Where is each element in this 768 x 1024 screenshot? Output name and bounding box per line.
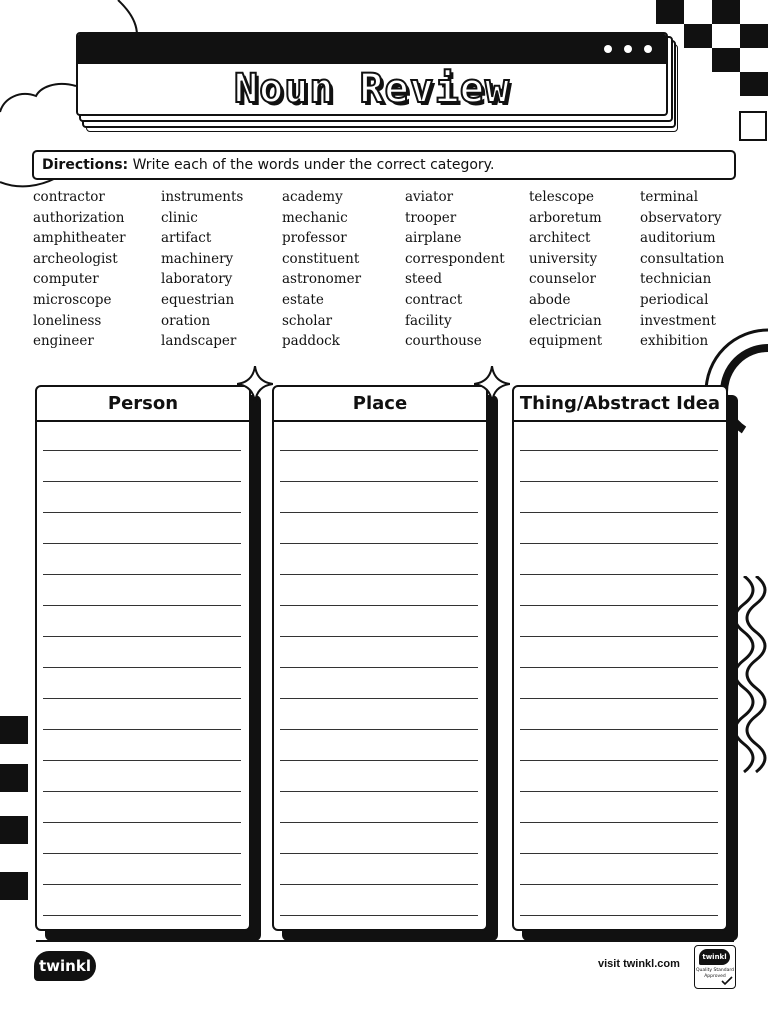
answer-line[interactable] xyxy=(280,450,478,451)
word-bank-word: scholar xyxy=(282,312,333,329)
word-bank-word: professor xyxy=(282,230,347,247)
answer-line[interactable] xyxy=(280,760,478,761)
category-heading: Place xyxy=(274,387,486,422)
word-bank-column xyxy=(33,187,155,352)
category-panel xyxy=(512,385,728,931)
word-bank-word: amphitheater xyxy=(33,230,126,247)
directions-label: Directions: xyxy=(42,157,129,173)
answer-line[interactable] xyxy=(43,884,241,885)
answer-line[interactable] xyxy=(520,884,718,885)
twinkl-logo: twinkl xyxy=(34,951,96,981)
category-column-thing xyxy=(512,385,728,931)
word-bank-word: instruments xyxy=(161,189,244,205)
word-bank-word: equestrian xyxy=(161,291,235,308)
title-window-frame xyxy=(76,32,668,116)
word-bank-word: correspondent xyxy=(405,250,505,267)
answer-line[interactable] xyxy=(280,574,478,575)
three-dots-icon xyxy=(644,45,652,53)
answer-line[interactable] xyxy=(280,481,478,482)
word-bank-word: telescope xyxy=(529,189,594,205)
footer-divider xyxy=(36,940,734,942)
word-bank-column xyxy=(161,187,283,352)
answer-line[interactable] xyxy=(280,636,478,637)
directions-box xyxy=(32,150,736,180)
word-bank-word: computer xyxy=(33,271,99,288)
word-bank-word: landscaper xyxy=(161,333,237,350)
word-bank-word: observatory xyxy=(640,209,722,226)
answer-line[interactable] xyxy=(280,791,478,792)
answer-line[interactable] xyxy=(520,729,718,730)
answer-line[interactable] xyxy=(520,636,718,637)
category-panel xyxy=(272,385,488,931)
word-bank-word: contract xyxy=(405,291,463,308)
answer-line[interactable] xyxy=(43,791,241,792)
word-bank-word: university xyxy=(529,250,598,267)
word-bank-word: laboratory xyxy=(161,271,233,288)
answer-line[interactable] xyxy=(43,636,241,637)
answer-line[interactable] xyxy=(43,512,241,513)
answer-line[interactable] xyxy=(520,822,718,823)
answer-line[interactable] xyxy=(520,574,718,575)
word-bank-word: steed xyxy=(405,271,442,288)
word-bank-word: oration xyxy=(161,312,211,329)
category-heading: Person xyxy=(37,387,249,422)
word-bank-column xyxy=(405,187,527,352)
badge-text: Quality Standard Approved xyxy=(696,968,734,979)
answer-line[interactable] xyxy=(520,853,718,854)
word-bank-word: machinery xyxy=(161,250,234,267)
word-bank-word: auditorium xyxy=(640,230,716,247)
word-bank-word: exhibition xyxy=(640,333,709,350)
answer-line[interactable] xyxy=(280,915,478,916)
answer-line[interactable] xyxy=(43,822,241,823)
answer-line[interactable] xyxy=(280,853,478,854)
word-bank-word: astronomer xyxy=(282,271,362,288)
answer-line[interactable] xyxy=(520,915,718,916)
answer-line[interactable] xyxy=(520,760,718,761)
word-bank-word: microscope xyxy=(33,291,112,308)
word-bank-word: technician xyxy=(640,271,712,288)
word-bank-column xyxy=(282,187,404,352)
category-heading: Thing/Abstract Idea xyxy=(514,387,726,422)
answer-line[interactable] xyxy=(43,605,241,606)
answer-line[interactable] xyxy=(520,605,718,606)
word-bank-word: paddock xyxy=(282,333,340,350)
word-bank xyxy=(33,187,733,353)
answer-line[interactable] xyxy=(280,512,478,513)
answer-line[interactable] xyxy=(43,698,241,699)
wavy-decoration xyxy=(734,576,768,776)
word-bank-word: loneliness xyxy=(33,312,102,329)
answer-line[interactable] xyxy=(280,729,478,730)
word-bank-word: equipment xyxy=(529,333,603,350)
word-bank-word: archeologist xyxy=(33,250,118,267)
word-bank-word: electrician xyxy=(529,312,602,329)
word-bank-word: investment xyxy=(640,312,716,329)
answer-line[interactable] xyxy=(520,481,718,482)
visit-twinkl-link[interactable]: visit twinkl.com xyxy=(598,958,680,970)
word-bank-word: clinic xyxy=(161,209,198,226)
left-squares-decoration xyxy=(0,716,30,906)
word-bank-word: counselor xyxy=(529,271,596,288)
title-bar xyxy=(78,34,666,64)
word-bank-word: mechanic xyxy=(282,209,348,226)
answer-line[interactable] xyxy=(520,512,718,513)
answer-line[interactable] xyxy=(280,822,478,823)
answer-line[interactable] xyxy=(43,853,241,854)
word-bank-word: artifact xyxy=(161,230,212,247)
word-bank-word: consultation xyxy=(640,250,725,267)
three-dots-icon xyxy=(624,45,632,53)
answer-line[interactable] xyxy=(520,667,718,668)
answer-line[interactable] xyxy=(43,543,241,544)
answer-line[interactable] xyxy=(43,760,241,761)
word-bank-word: contractor xyxy=(33,189,105,205)
answer-line[interactable] xyxy=(43,450,241,451)
quality-approved-badge xyxy=(694,945,736,989)
answer-line[interactable] xyxy=(520,543,718,544)
word-bank-word: academy xyxy=(282,189,343,205)
word-bank-word: authorization xyxy=(33,209,125,226)
word-bank-word: constituent xyxy=(282,250,360,267)
three-dots-icon xyxy=(604,45,612,53)
answer-line[interactable] xyxy=(280,605,478,606)
checkmark-icon xyxy=(721,976,733,986)
answer-line[interactable] xyxy=(520,450,718,451)
word-bank-word: airplane xyxy=(405,230,462,247)
answer-line[interactable] xyxy=(43,915,241,916)
four-point-star-icon xyxy=(474,366,510,402)
word-bank-word: estate xyxy=(282,291,324,308)
answer-line[interactable] xyxy=(43,729,241,730)
answer-line[interactable] xyxy=(280,543,478,544)
word-bank-word: abode xyxy=(529,291,571,308)
word-bank-word: facility xyxy=(405,312,452,329)
directions-text: Write each of the words under the correct category. xyxy=(132,157,495,173)
answer-line[interactable] xyxy=(520,698,718,699)
category-column-place xyxy=(272,385,488,931)
word-bank-word: architect xyxy=(529,230,591,247)
title-window xyxy=(76,32,668,116)
answer-line[interactable] xyxy=(43,481,241,482)
answer-line[interactable] xyxy=(280,698,478,699)
category-panel xyxy=(35,385,251,931)
word-bank-word: engineer xyxy=(33,333,94,350)
answer-line[interactable] xyxy=(280,667,478,668)
category-column-person xyxy=(35,385,251,931)
answer-line[interactable] xyxy=(43,667,241,668)
badge-logo: twinkl xyxy=(699,949,730,965)
answer-line[interactable] xyxy=(280,884,478,885)
word-bank-word: aviator xyxy=(405,189,454,205)
word-bank-word: trooper xyxy=(405,209,457,226)
page-title: Noun Review xyxy=(234,66,510,112)
word-bank-column xyxy=(640,187,762,352)
word-bank-word: periodical xyxy=(640,291,709,308)
word-bank-word: courthouse xyxy=(405,333,482,350)
answer-line[interactable] xyxy=(520,791,718,792)
four-point-star-icon xyxy=(237,366,273,402)
word-bank-column xyxy=(529,187,651,352)
word-bank-word: terminal xyxy=(640,189,699,205)
word-bank-word: arboretum xyxy=(529,209,602,226)
answer-line[interactable] xyxy=(43,574,241,575)
